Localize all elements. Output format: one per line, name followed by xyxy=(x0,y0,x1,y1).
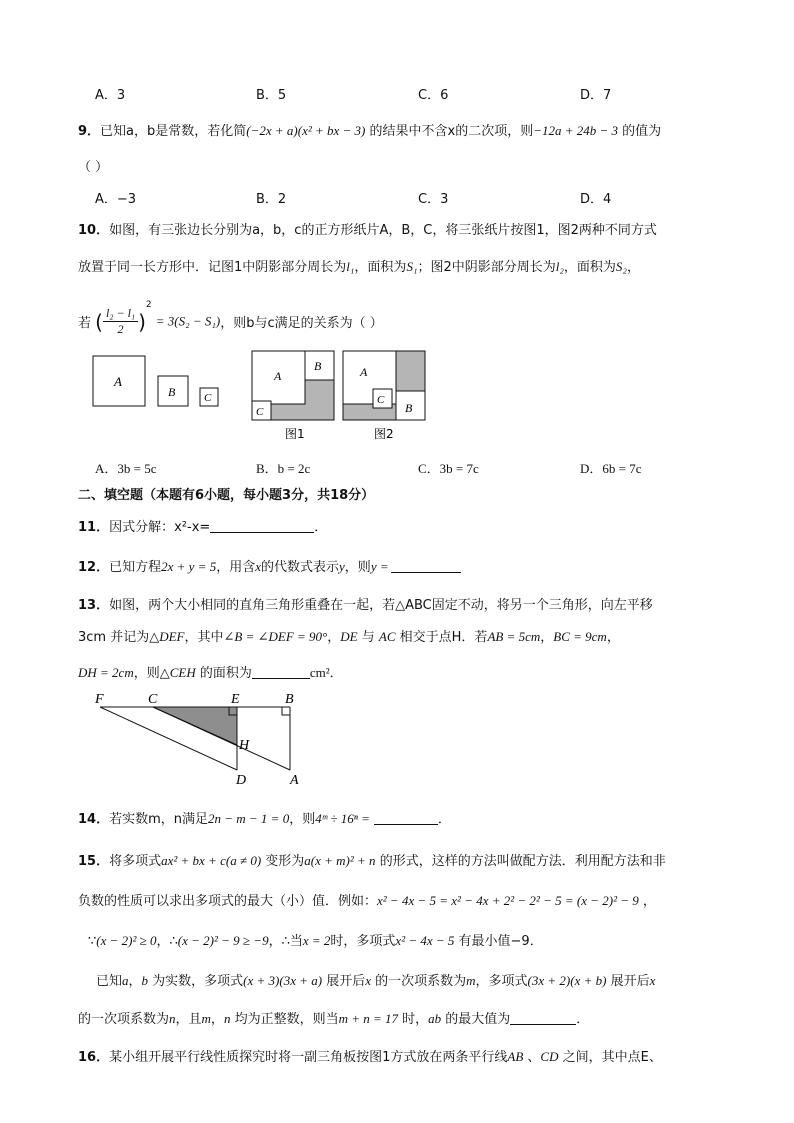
q11-end: ． xyxy=(314,520,328,535)
q10-option-b: B．b = 2c xyxy=(256,461,311,476)
q9-option-b: B．2 xyxy=(256,192,287,207)
q15-number: 15． xyxy=(78,854,110,869)
q15-e8: (x + 3)(3x + a) xyxy=(243,973,323,988)
fig1-a-label: A xyxy=(274,369,282,383)
q10-s2: S₂ xyxy=(615,259,627,274)
section-2-heading: 二、填空题（本题有6小题，每小题3分，共18分） xyxy=(78,488,375,503)
q10-fraction: ( xyxy=(95,309,103,334)
q14-text-b: ，则 xyxy=(289,812,316,827)
q13-dh: DH = 2cm xyxy=(78,665,134,680)
q9-line1 xyxy=(78,120,661,139)
q10-l1: l₁ xyxy=(346,259,355,274)
q15-line3-c: ，∴当 xyxy=(268,934,303,949)
square-c-label: C xyxy=(204,392,212,404)
q15-e5: (x − 2)² − 9 ≥ −9 xyxy=(177,933,269,948)
q15-x2: x xyxy=(649,973,656,988)
q10-fraction-body xyxy=(103,306,138,337)
q10-frac-num: l₂ − l₁ xyxy=(103,306,138,322)
q10-line2-a: 放置于同一长方形中．记图1中阴影部分周长为 xyxy=(78,260,347,275)
q10-text: 如图，有三张边长分别为a，b，c的正方形纸片A，B，C，将三张纸片按图1，图2两种不同方式 xyxy=(109,223,657,238)
q15-line4-e: 的一次项系数为 xyxy=(371,974,467,989)
q9-paren: （ ） xyxy=(78,160,109,175)
q15-end: ． xyxy=(576,1012,590,1027)
q15-line3-a: ∵ xyxy=(88,934,97,949)
q15-line4-b: ， xyxy=(128,974,142,989)
q16 xyxy=(78,1046,662,1065)
q8-option-b: B．5 xyxy=(256,88,287,103)
q15-e10: m + n = 17 xyxy=(338,1011,399,1026)
q9-option-c: C．3 xyxy=(418,192,449,207)
right-angle-b xyxy=(282,707,290,715)
point-a-label: A xyxy=(290,773,299,788)
q12-expr2: y = xyxy=(370,559,389,574)
q13-line3-d: ． xyxy=(329,666,343,681)
fig1-caption: 图1 xyxy=(285,427,305,441)
q15-e1: ax² + bx + c(a ≠ 0) xyxy=(161,853,262,868)
fig2-caption: 图2 xyxy=(374,427,394,441)
q15-answer-blank[interactable] xyxy=(510,1012,576,1025)
fig2-b-label: B xyxy=(405,401,413,415)
q13-line2-d: 与 xyxy=(357,630,379,645)
q15-e3: x² − 4x − 5 = x² − 4x + 2² − 2² − 5 = (x − 2)² − 9 xyxy=(377,893,639,908)
q10-square: 2 xyxy=(145,300,152,310)
q10-frac-den: 2 xyxy=(117,322,124,336)
point-h-label: H xyxy=(239,738,250,753)
q11-text: 因式分解：x²-x= xyxy=(109,520,211,535)
q10-line2-b: ，面积为 xyxy=(354,260,407,275)
q15-e2: a(x + m)² + n xyxy=(304,853,376,868)
q13-line1 xyxy=(78,594,653,613)
q15-m: m xyxy=(466,973,476,988)
q13-line2-g: ， xyxy=(606,630,620,645)
q15-line4-d: 展开后 xyxy=(322,974,366,989)
q15-line5 xyxy=(78,1008,589,1027)
q10-figure xyxy=(92,348,432,448)
q14-answer-blank[interactable] xyxy=(374,812,438,825)
point-f-label: F xyxy=(95,692,104,707)
q12-expr: 2x + y = 5 xyxy=(161,559,217,574)
q15-b: b xyxy=(141,973,149,988)
q15-n: n xyxy=(169,1011,176,1026)
q9-expr2: −12a + 24b − 3 xyxy=(533,123,619,138)
q9-option-d: D．4 xyxy=(580,192,612,207)
q15-line3-b: ，∴ xyxy=(156,934,178,949)
q10-option-d: D．6b = 7c xyxy=(580,461,642,476)
q13-line2 xyxy=(78,626,620,645)
q9-option-a: A．−3 xyxy=(95,192,137,207)
q9-text-b: 的结果中不含x的二次项，则 xyxy=(365,124,534,139)
q11-number: 11． xyxy=(78,520,110,535)
q10-line2-c: ；图2中阴影部分周长为 xyxy=(417,260,556,275)
point-c-label: C xyxy=(148,692,158,707)
q9-number: 9． xyxy=(78,124,101,139)
q13-text: 如图，两个大小相同的直角三角形重叠在一起，若△ABC固定不动，将另一个三角形，向左平移 xyxy=(109,598,653,613)
q15-line5-b: ，且 xyxy=(175,1012,202,1027)
q15-n2: n xyxy=(223,1011,231,1026)
q12-text-c: 的代数式表示 xyxy=(261,560,340,575)
q13-angle: ∠B = ∠DEF = 90° xyxy=(223,629,328,644)
q9-text-a: 已知a，b是常数，若化简 xyxy=(100,124,247,139)
q9-expr: (−2x + a)(x² + bx − 3) xyxy=(246,123,366,138)
q15-line4-f: ，多项式 xyxy=(475,974,528,989)
q14-text-a: 若实数m，n满足 xyxy=(109,812,208,827)
q15-line4-g: 展开后 xyxy=(606,974,650,989)
square-b-label: B xyxy=(168,385,176,399)
q15-a: a xyxy=(122,973,129,988)
q10-line3-expr: = 3(S₂ − S₁) xyxy=(155,313,221,329)
q10-s1: S₁ xyxy=(406,259,418,274)
q13-answer-blank[interactable] xyxy=(252,666,310,679)
q15-e9: (3x + 2)(x + b) xyxy=(527,973,607,988)
q10-line3 xyxy=(78,300,383,337)
q10-l2: l₂ xyxy=(555,259,564,274)
point-d-label: D xyxy=(236,773,247,788)
point-b-label: B xyxy=(285,692,294,707)
q13-bc: BC = 9cm xyxy=(553,629,607,644)
q8-option-d: D．7 xyxy=(580,88,612,103)
q15-line4-a: 已知 xyxy=(96,974,123,989)
q13-line2-c: ， xyxy=(327,630,341,645)
q13-figure xyxy=(90,690,320,790)
q13-ac: AC xyxy=(378,629,396,644)
q16-ab: AB xyxy=(507,1049,524,1064)
fig1-c-label: C xyxy=(256,406,264,418)
point-e-label: E xyxy=(231,692,240,707)
q15-m2: m xyxy=(201,1011,211,1026)
q15-line1-c: 的形式，这样的方法叫做配方法．利用配方法和非 xyxy=(375,854,666,869)
q13-line2-e: 相交于点H．若 xyxy=(395,630,488,645)
fig2-a-label: A xyxy=(360,365,368,379)
q12-x: x xyxy=(255,559,261,574)
q11 xyxy=(78,516,327,535)
q14 xyxy=(78,808,451,827)
q15-e4: (x − 2)² ≥ 0 xyxy=(96,933,157,948)
q13-de: DE xyxy=(340,629,358,644)
q15-line5-e: 时， xyxy=(398,1012,429,1027)
q16-cd: CD xyxy=(540,1049,559,1064)
q13-ceh: △CEH xyxy=(159,665,196,680)
q13-number: 13． xyxy=(78,598,110,613)
q10-line2-d: ，面积为 xyxy=(563,260,616,275)
q15-line3-d: 时，多项式 xyxy=(330,934,396,949)
q15-line5-c: ， xyxy=(210,1012,224,1027)
q13-line2-b: ，其中 xyxy=(184,630,224,645)
q15-line5-a: 的一次项系数为 xyxy=(78,1012,170,1027)
q15-line1 xyxy=(78,850,666,869)
q15-line2-b: ， xyxy=(638,894,656,909)
q10-option-c: C．3b = 7c xyxy=(418,461,479,476)
q14-expr2: 4ᵐ ÷ 16ⁿ = xyxy=(315,811,370,826)
q12-y: y xyxy=(339,559,345,574)
q10-line2-e: ， xyxy=(626,260,640,275)
q15-line3-e: 有最小值−9． xyxy=(454,934,543,949)
q13-line2-a: 3cm 并记为 xyxy=(78,630,150,645)
q14-end: ． xyxy=(437,812,451,827)
q10-line1 xyxy=(78,219,657,238)
q10-line3-b: ，则b与c满足的关系为（ ） xyxy=(220,316,383,331)
q8-option-c: C．6 xyxy=(418,88,449,103)
q10-line2 xyxy=(78,256,640,275)
q13-unit: cm² xyxy=(309,665,330,680)
q15-ab: ab xyxy=(428,1011,442,1026)
q15-line1-a: 将多项式 xyxy=(109,854,162,869)
q16-text-c: 之间，其中点E、 xyxy=(558,1050,662,1065)
q15-e7: x² − 4x − 5 xyxy=(395,933,455,948)
q13-ab: AB = 5cm xyxy=(487,629,541,644)
q15-line2 xyxy=(78,890,656,909)
q14-expr: 2n − m − 1 = 0 xyxy=(208,811,290,826)
q15-x: x xyxy=(365,973,371,988)
q15-line1-b: 变形为 xyxy=(261,854,305,869)
q13-def: △DEF xyxy=(149,629,185,644)
q16-number: 16． xyxy=(78,1050,110,1065)
q15-line4-c: 为实数，多项式 xyxy=(148,974,244,989)
q15-line3 xyxy=(88,930,543,949)
q12 xyxy=(78,556,461,575)
q13-line3 xyxy=(78,662,343,681)
q16-text-b: 、 xyxy=(523,1050,541,1065)
q11-answer-blank[interactable] xyxy=(210,520,314,533)
q12-text-b: ，用含 xyxy=(216,560,256,575)
q13-line2-f: ， xyxy=(540,630,554,645)
q10-line3-a: 若 xyxy=(78,316,92,331)
q10-fraction-close: ) xyxy=(138,309,146,334)
q12-text-d: ，则 xyxy=(344,560,371,575)
q12-answer-blank[interactable] xyxy=(391,560,461,573)
q15-e6: x = 2 xyxy=(302,933,331,948)
q15-line4 xyxy=(96,970,655,989)
q10-number: 10． xyxy=(78,223,110,238)
q16-text-a: 某小组开展平行线性质探究时将一副三角板按图1方式放在两条平行线 xyxy=(109,1050,508,1065)
q10-option-a: A．3b = 5c xyxy=(95,461,157,476)
square-a-label: A xyxy=(114,374,122,389)
q8-option-a: A．3 xyxy=(95,88,126,103)
q15-line2-a: 负数的性质可以求出多项式的最大（小）值．例如： xyxy=(78,894,378,909)
fig2-c-label: C xyxy=(377,394,385,406)
q15-line5-d: 均为正整数，则当 xyxy=(230,1012,339,1027)
q13-line3-b: ，则 xyxy=(133,666,160,681)
q9-text-c: 的值为 xyxy=(618,124,662,139)
q12-text-a: 已知方程 xyxy=(109,560,162,575)
q15-line5-f: 的最大值为 xyxy=(441,1012,511,1027)
q13-line3-c: 的面积为 xyxy=(195,666,252,681)
q12-number: 12． xyxy=(78,560,110,575)
q14-number: 14． xyxy=(78,812,110,827)
fig1-b-label: B xyxy=(314,359,322,373)
